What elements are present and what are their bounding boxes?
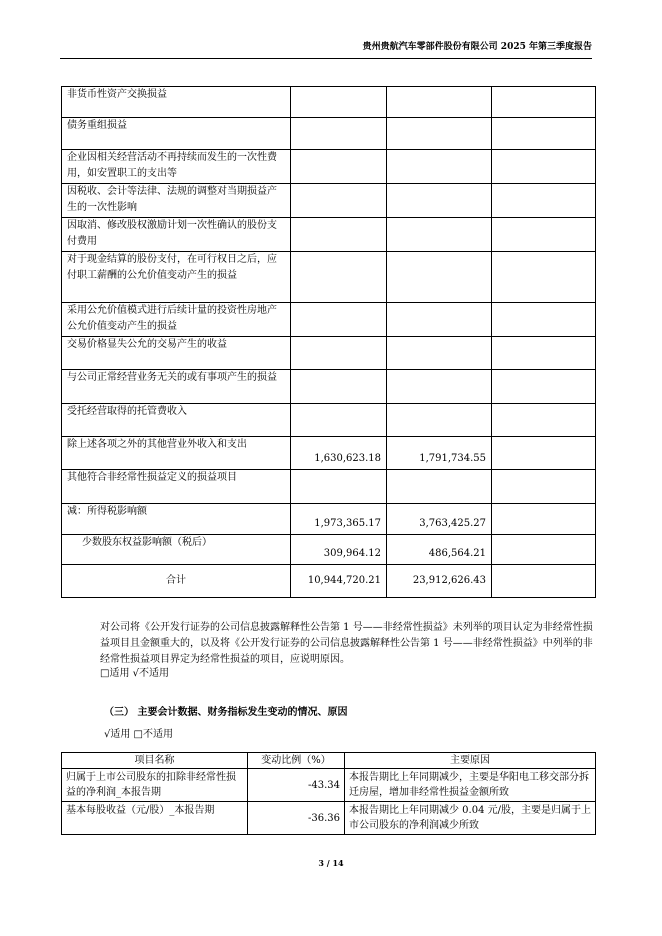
table-row	[62, 184, 596, 218]
table-row	[62, 802, 596, 835]
table-row-total	[62, 565, 596, 598]
table-row	[62, 87, 596, 118]
ytd-value: 486,564.21	[387, 535, 492, 565]
row-label: 非货币性资产交换损益	[62, 87, 291, 118]
table-row	[62, 337, 596, 370]
ytd-value	[387, 218, 492, 252]
table-row	[62, 150, 596, 184]
current-period-value	[291, 404, 387, 437]
row-label: 其他符合非经常性损益定义的损益项目	[62, 470, 291, 504]
current-period-value	[291, 218, 387, 252]
table-row	[62, 218, 596, 252]
current-period-value: 1,973,365.17	[291, 504, 387, 535]
remark-cell	[492, 370, 596, 404]
remark-cell	[492, 87, 596, 118]
col-header-reason: 主要原因	[345, 753, 596, 769]
current-period-value	[291, 303, 387, 337]
change-reason: 本报告期比上年同期减少，主要是华阳电工移交部分拆迁房屋，增加非经常性损益金额所致	[345, 769, 596, 802]
row-label: 债务重组损益	[62, 118, 291, 150]
remark-cell	[492, 118, 596, 150]
ytd-value	[387, 118, 492, 150]
change-reason: 本报告期比上年同期减少 0.04 元/股，主要是归属于上市公司股东的净利润减少所致	[345, 802, 596, 835]
table-row	[62, 118, 596, 150]
remark-cell	[492, 150, 596, 184]
ytd-value: 3,763,425.27	[387, 504, 492, 535]
remark-cell	[492, 504, 596, 535]
table-row	[62, 504, 596, 535]
ytd-value	[387, 184, 492, 218]
row-label: 企业因相关经营活动不再持续而发生的一次性费用，如安置职工的支出等	[62, 150, 291, 184]
row-label: 采用公允价值模式进行后续计量的投资性房地产公允价值变动产生的损益	[62, 303, 291, 337]
current-period-value: 1,630,623.18	[291, 437, 387, 470]
remark-cell	[492, 184, 596, 218]
remark-cell	[492, 337, 596, 370]
current-period-value	[291, 470, 387, 504]
page-header-title: 贵州贵航汽车零部件股份有限公司 2025 年第三季度报告	[362, 42, 592, 52]
ytd-value	[387, 150, 492, 184]
ytd-value	[387, 404, 492, 437]
row-label: 交易价格显失公允的交易产生的收益	[62, 337, 291, 370]
change-ratio: -43.34	[248, 769, 345, 802]
total-label: 合计	[62, 565, 291, 598]
row-label: 受托经营取得的托管费收入	[62, 404, 291, 437]
row-label: 除上述各项之外的其他营业外收入和支出	[62, 437, 291, 470]
row-label: 与公司正常经营业务无关的或有事项产生的损益	[62, 370, 291, 404]
ytd-value	[387, 370, 492, 404]
table-row	[62, 252, 596, 303]
current-period-value	[291, 337, 387, 370]
item-name: 基本每股收益（元/股）_本报告期	[62, 802, 248, 835]
remark-cell	[492, 470, 596, 504]
remark-cell	[492, 437, 596, 470]
table-row	[62, 404, 596, 437]
ytd-value	[387, 252, 492, 303]
note-applicability: □适用 √不适用	[100, 668, 169, 679]
remark-cell	[492, 218, 596, 252]
col-header-item: 项目名称	[62, 753, 248, 769]
non-recurring-note: 对公司将《公开发行证券的公司信息披露解释性公告第 1 号——非经常性损益》未列举的项目认定为非经常性损益项目且金额重大的，以及将《公开发行证券的公司信息披露解释性公告第 1 号——非经常性损益》中列举的非经常性损益项目界定为经常性损益的项目，应说明原因。	[100, 622, 593, 665]
row-label: 少数股东权益影响额（税后）	[62, 535, 291, 565]
current-period-value	[291, 87, 387, 118]
table-row	[62, 437, 596, 470]
row-label: 因税收、会计等法律、法规的调整对当期损益产生的一次性影响	[62, 184, 291, 218]
current-period-value: 309,964.12	[291, 535, 387, 565]
row-label: 对于现金结算的股份支付，在可行权日之后，应付职工薪酬的公允价值变动产生的损益	[62, 252, 291, 303]
table-row	[62, 303, 596, 337]
table-row	[62, 470, 596, 504]
header-divider	[60, 58, 592, 59]
table-header-row	[62, 753, 596, 769]
row-label: 因取消、修改股权激励计划一次性确认的股份支付费用	[62, 218, 291, 252]
change-ratio: -36.36	[248, 802, 345, 835]
ytd-value	[387, 337, 492, 370]
remark-cell	[492, 252, 596, 303]
row-label: 减：所得税影响额	[62, 504, 291, 535]
indicator-change-table	[61, 752, 596, 835]
remark-cell	[492, 303, 596, 337]
current-period-total: 10,944,720.21	[291, 565, 387, 598]
section-3-applicability: √适用 □不适用	[104, 729, 173, 740]
table-row	[62, 769, 596, 802]
ytd-total: 23,912,626.43	[387, 565, 492, 598]
current-period-value	[291, 150, 387, 184]
section-3-title: （三） 主要会计数据、财务指标发生变动的情况、原因	[104, 707, 348, 718]
ytd-value	[387, 470, 492, 504]
item-name: 归属于上市公司股东的扣除非经常性损益的净利润_本报告期	[62, 769, 248, 802]
ytd-value	[387, 87, 492, 118]
remark-cell	[492, 535, 596, 565]
table-row	[62, 370, 596, 404]
remark-cell	[492, 404, 596, 437]
table-row	[62, 535, 596, 565]
page-number: 3 / 14	[318, 858, 344, 868]
current-period-value	[291, 370, 387, 404]
current-period-value	[291, 252, 387, 303]
current-period-value	[291, 118, 387, 150]
ytd-value: 1,791,734.55	[387, 437, 492, 470]
col-header-ratio: 变动比例（%）	[248, 753, 345, 769]
remark-cell	[492, 565, 596, 598]
ytd-value	[387, 303, 492, 337]
non-recurring-gains-table	[61, 86, 596, 598]
current-period-value	[291, 184, 387, 218]
